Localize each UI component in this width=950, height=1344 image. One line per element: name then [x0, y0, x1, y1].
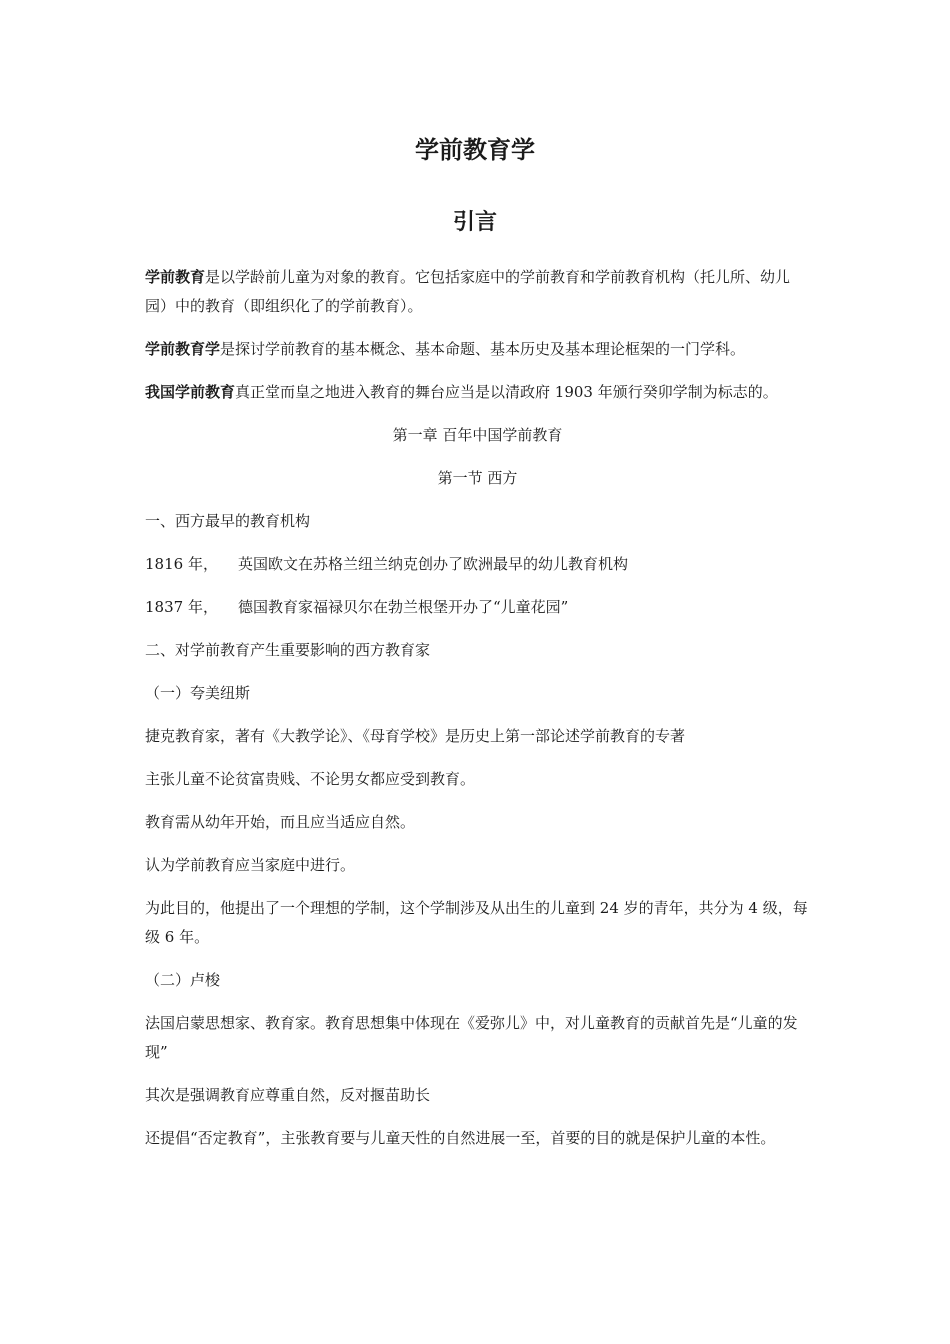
rousseau-paragraph-3: 还提倡“否定教育”，主张教育要与儿童天性的自然进展一至，首要的目的就是保护儿童的本性。	[145, 1129, 776, 1147]
comenius-paragraph-3: 教育需从幼年开始，而且应当适应自然。	[145, 813, 416, 831]
intro-term-1: 学前教育	[145, 268, 206, 286]
intro-term-3: 我国学前教育	[145, 383, 236, 401]
event-1837-text: 德国教育家福禄贝尔在勃兰根堡开办了“儿童花园”	[237, 598, 569, 616]
comenius-paragraph-2: 主张儿童不论贫富贵贱、不论男女都应受到教育。	[145, 770, 476, 788]
chapter-heading: 第一章 百年中国学前教育	[392, 426, 563, 444]
document-body	[145, 263, 810, 1167]
event-1837-year: 1837 年，	[145, 598, 218, 616]
rousseau-paragraph-2: 其次是强调教育应尊重自然，反对揠苗助长	[145, 1086, 431, 1104]
intro-text-2: 是探讨学前教育的基本概念、基本命题、基本历史及基本理论框架的一门学科。	[220, 340, 746, 358]
event-1816-year: 1816 年，	[145, 555, 218, 573]
intro-text-1: 是以学龄前儿童为对象的教育。它包括家庭中的学前教育和学前教育机构（托儿所、幼儿园）中的教育（即组织化了的学前教育）。	[145, 268, 791, 315]
event-1837	[145, 593, 810, 622]
intro-paragraph-3	[145, 378, 810, 407]
intro-term-2: 学前教育学	[145, 340, 221, 358]
comenius-paragraph-1: 捷克教育家，著有《大教学论》、《母育学校》是历史上第一部论述学前教育的专著	[145, 727, 686, 745]
event-1816	[145, 550, 810, 579]
comenius-paragraph-4: 认为学前教育应当家庭中进行。	[145, 856, 356, 874]
rousseau-paragraph-1: 法国启蒙思想家、教育家。教育思想集中体现在《爱弥儿》中，对儿童教育的贡献首先是“儿童的发现”	[145, 1014, 798, 1061]
heading-western-educators: 二、对学前教育产生重要影响的西方教育家	[145, 641, 431, 659]
intro-paragraph-1	[145, 263, 810, 321]
intro-paragraph-2	[145, 335, 810, 364]
subheading-rousseau: （二）卢梭	[145, 971, 221, 989]
document-subtitle: 引言	[452, 209, 497, 235]
document-title: 学前教育学	[415, 136, 535, 164]
heading-western-institutions: 一、西方最早的教育机构	[145, 512, 311, 530]
subheading-comenius: （一）夸美纽斯	[145, 684, 251, 702]
comenius-paragraph-5: 为此目的，他提出了一个理想的学制，这个学制涉及从出生的儿童到 24 岁的青年，共分为 4 级，每级 6 年。	[145, 899, 808, 946]
event-1816-text: 英国欧文在苏格兰纽兰纳克创办了欧洲最早的幼儿教育机构	[237, 555, 628, 573]
intro-text-3: 真正堂而皇之地进入教育的舞台应当是以清政府 1903 年颁行癸卯学制为标志的。	[235, 383, 778, 401]
section-heading: 第一节 西方	[437, 469, 518, 487]
